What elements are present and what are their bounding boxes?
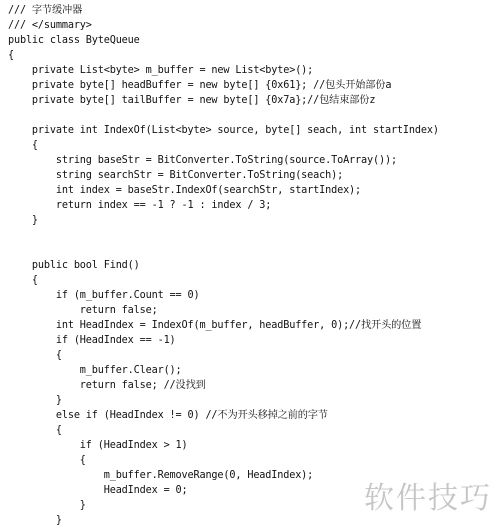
code-line: return false; //没找到 bbox=[8, 380, 206, 391]
code-line: } bbox=[8, 500, 86, 511]
code-line bbox=[8, 108, 498, 123]
code-line: if (m_buffer.Count == 0) bbox=[8, 290, 200, 301]
code-line: string baseStr = BitConverter.ToString(source.ToArray()); bbox=[8, 155, 397, 166]
code-line: else if (HeadIndex != 0) //不为开头移掉之前的字节 bbox=[8, 410, 328, 421]
code-line: } bbox=[8, 515, 62, 526]
code-line: if (HeadIndex > 1) bbox=[8, 440, 188, 451]
code-line: m_buffer.RemoveRange(0, HeadIndex); bbox=[8, 470, 314, 481]
code-line: } bbox=[8, 395, 62, 406]
code-line: private byte[] headBuffer = new byte[] {0x61}; //包头开始部份a bbox=[8, 80, 392, 91]
code-line: { bbox=[8, 275, 38, 286]
code-line: private int IndexOf(List<byte> source, byte[] seach, int startIndex) bbox=[8, 125, 439, 136]
code-line: /// </summary> bbox=[8, 20, 92, 31]
code-line: public class ByteQueue bbox=[8, 35, 140, 46]
code-line: { bbox=[8, 50, 14, 61]
code-line: private List<byte> m_buffer = new List<byte>(); bbox=[8, 65, 314, 76]
code-block bbox=[8, 3, 498, 528]
code-line: { bbox=[8, 425, 62, 436]
code-line: HeadIndex = 0; bbox=[8, 485, 188, 496]
code-line: if (HeadIndex == -1) bbox=[8, 335, 176, 346]
code-line: return index == -1 ? -1 : index / 3; bbox=[8, 200, 272, 211]
code-line: { bbox=[8, 140, 38, 151]
code-line: return false; bbox=[8, 305, 158, 316]
code-line: m_buffer.Clear(); bbox=[8, 365, 182, 376]
watermark: 软件技巧 bbox=[364, 481, 492, 516]
code-line bbox=[8, 228, 498, 243]
code-line: /// 字节缓冲器 bbox=[8, 5, 83, 16]
code-line: public bool Find() bbox=[8, 260, 140, 271]
code-line: { bbox=[8, 455, 86, 466]
code-line: int index = baseStr.IndexOf(searchStr, startIndex); bbox=[8, 185, 362, 196]
code-line: int HeadIndex = IndexOf(m_buffer, headBuffer, 0);//找开头的位置 bbox=[8, 320, 422, 331]
code-line: string searchStr = BitConverter.ToString(seach); bbox=[8, 170, 344, 181]
code-line: } bbox=[8, 215, 38, 226]
code-line bbox=[8, 243, 498, 258]
code-line: { bbox=[8, 350, 62, 361]
code-line: private byte[] tailBuffer = new byte[] {0x7a};//包结束部份z bbox=[8, 95, 376, 106]
